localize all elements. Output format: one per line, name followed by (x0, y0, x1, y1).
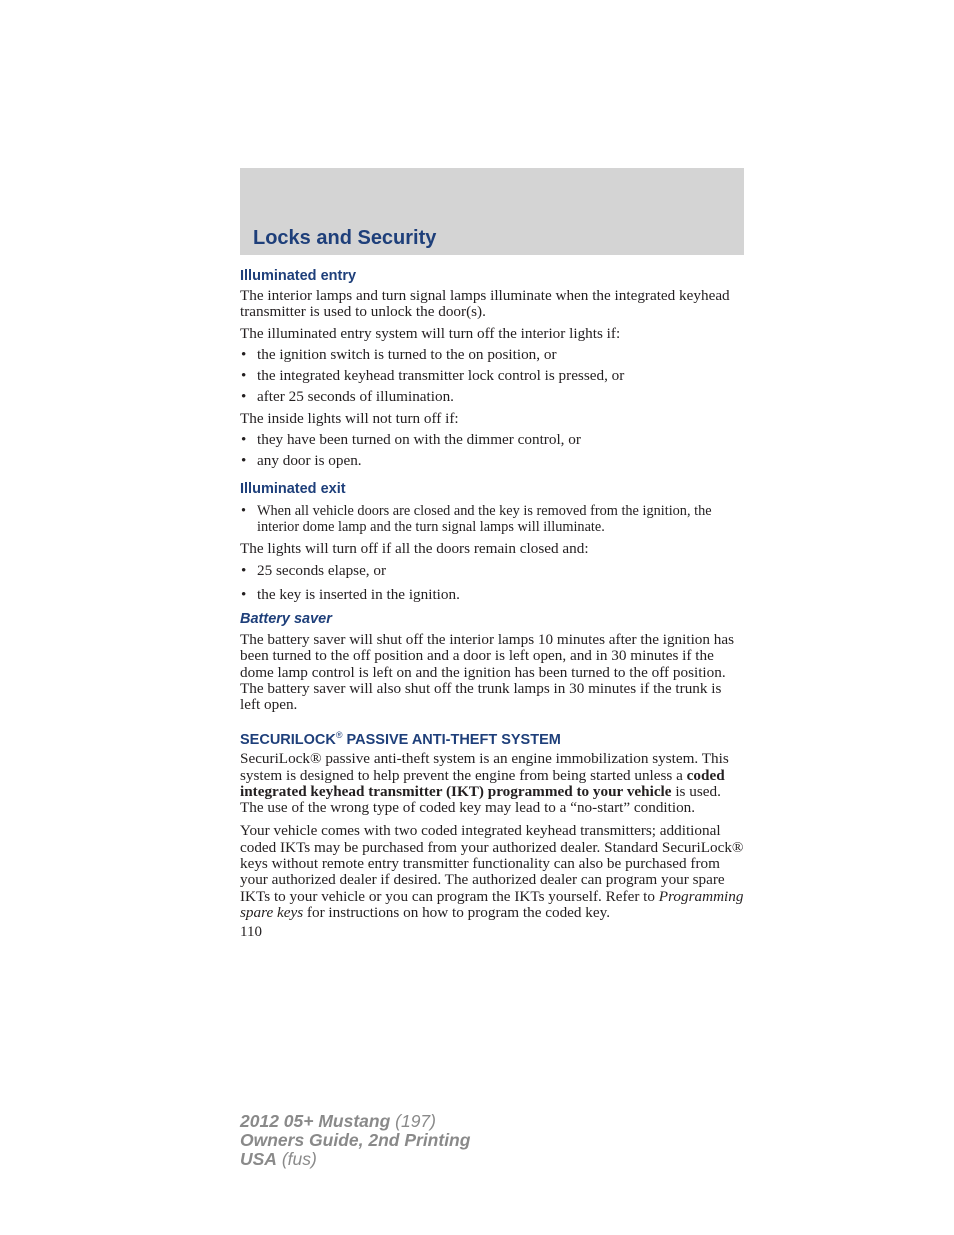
exit-bullet-1 (240, 503, 744, 535)
entry-paragraph-3: The inside lights will not turn off if: (240, 409, 459, 427)
entry-paragraph-1: The interior lamps and turn signal lamps illuminate when the integrated keyhead transmitter is used to unlock the door(s). (240, 287, 730, 321)
securilock-paragraph-1 (240, 751, 744, 816)
exit-bullets (240, 563, 744, 603)
footer-model: 2012 05+ Mustang (240, 1111, 391, 1131)
securilock-heading-text: SECURILOCK (240, 732, 336, 749)
heading-battery-saver: Battery saver (240, 610, 332, 627)
footer-edition: Owners Guide, 2nd Printing (240, 1130, 471, 1150)
entry-bullets-b (240, 432, 744, 470)
section-header-band (240, 168, 744, 255)
heading-illuminated-entry: Illuminated entry (240, 268, 357, 284)
entry-paragraph-2: The illuminated entry system will turn off the interior lights if: (240, 324, 621, 342)
section-title: Locks and Security (253, 227, 437, 249)
footer-model-code: (197) (390, 1111, 436, 1131)
list-item: • 25 seconds elapse, or (240, 563, 744, 579)
heading-illuminated-exit: Illuminated exit (240, 480, 346, 497)
bold-text-span: coded integrated keyhead transmitter (IKT) programmed to your vehicle (240, 766, 725, 800)
securilock-heading-suffix: PASSIVE ANTI-THEFT SYSTEM (342, 732, 561, 749)
exit-paragraph-1: The lights will turn off if all the doors remain closed and: (240, 540, 589, 558)
list-item: • the ignition switch is turned to the on position, or (240, 347, 744, 363)
page-number: 110 (240, 924, 262, 941)
list-item: • they have been turned on with the dimmer control, or (240, 432, 744, 448)
battery-saver-paragraph: The battery saver will shut off the interior lamps 10 minutes after the ignition has been turned to the off position and a door is left open, and in 30 minutes if the dome lamp control is left on and the ignition has been turned to the off position. The battery saver will also shut off the trunk lamps in 30 minutes if the trunk is left open. (240, 630, 735, 714)
text-span: Your vehicle comes with two coded integrated keyhead transmitters; additional coded IKTs may be purchased from your authorized dealer. Standard SecuriLock® keys without remote entry transmitter functionality can also be purchased from your authorized dealer if desired. The authorized dealer can program your spare IKTs to your vehicle or you can program the IKTs yourself. Refer to (240, 822, 744, 905)
footer-line-2 (240, 1131, 470, 1150)
footer-line-3 (240, 1150, 470, 1169)
text-span: is used. The use of the wrong type of coded key may lead to a “no-start” condition. (240, 782, 721, 817)
list-item: • any door is open. (240, 453, 744, 469)
text-span: SecuriLock® passive anti-theft system is an engine immobilization system. This system is designed to help prevent the engine from being started unless a (240, 750, 729, 784)
footer-market: USA (240, 1149, 277, 1169)
text-span: for instructions on how to program the coded key. (303, 903, 611, 921)
list-item: • the key is inserted in the ignition. (240, 587, 744, 603)
heading-securilock (240, 726, 744, 749)
list-item: • after 25 seconds of illumination. (240, 389, 744, 405)
footer-market-code: (fus) (276, 1149, 317, 1169)
cross-reference-link-text: Programming spare keys (240, 887, 744, 921)
list-item: • When all vehicle doors are closed and the key is removed from the ignition, the interior dome lamp and the turn signal lamps will illuminate. (240, 503, 744, 535)
securilock-paragraph-2 (240, 823, 744, 921)
registered-mark: ® (335, 730, 343, 741)
page-content (240, 267, 744, 941)
footer-line-1 (240, 1112, 470, 1131)
entry-bullets-a (240, 347, 744, 406)
list-item: • the integrated keyhead transmitter lock control is pressed, or (240, 368, 744, 384)
print-footer (240, 1112, 470, 1169)
